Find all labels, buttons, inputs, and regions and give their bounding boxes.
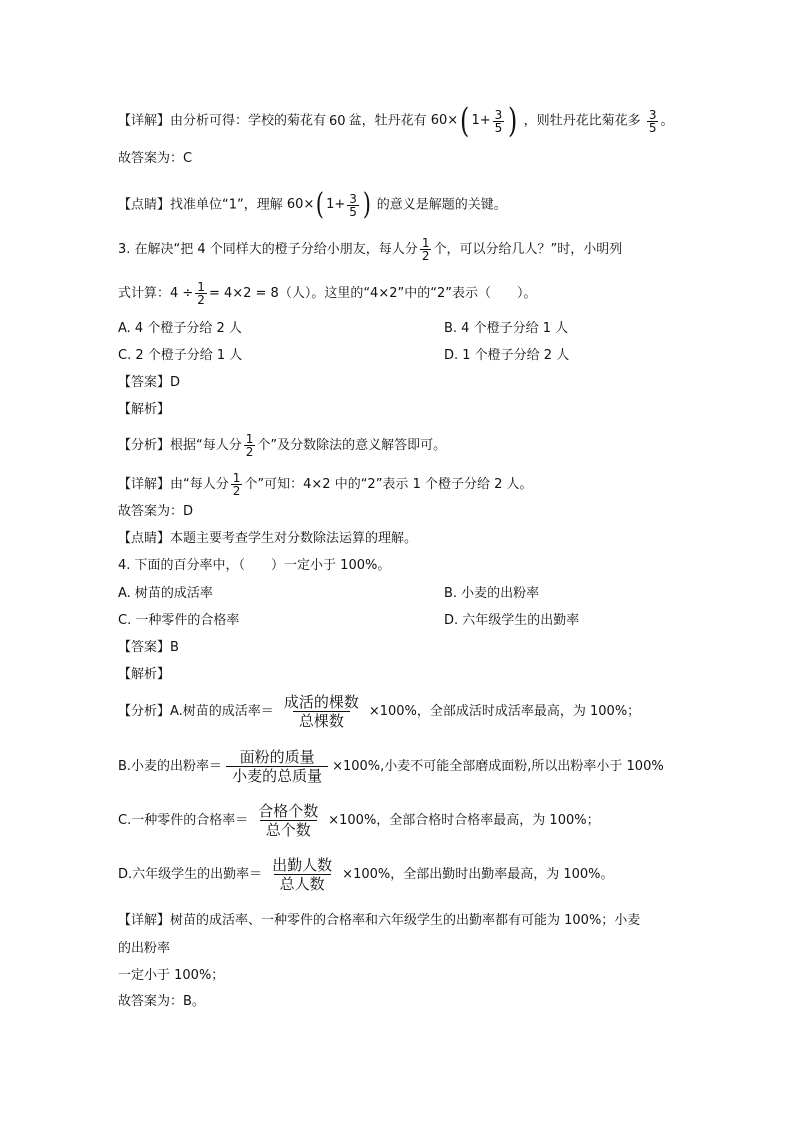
q4-stem: 4. 下面的百分率中，（ ）一定小于 100%。 [118, 558, 391, 573]
q4-option-a: A. 树苗的成活率 [118, 586, 213, 601]
q2-detail-line: 【详解】由分析可得：学校的菊花有 60 盆，牡丹花有 60× ( 1+ $\frac{3}{5}$ ) ，则牡丹花比菊花多 $\frac{3}{5}$ 。 [118, 101, 674, 141]
q4-answer: 故答案为：B。 [118, 994, 205, 1009]
q4-detail-line-1: 【详解】树苗的成活率、一种零件的合格率和六年级学生的出勤率都有可能为 100%；小麦 [118, 913, 641, 928]
q3-stem-line-2: 式计算：4 ÷ $\frac{1}{2}$ = 4×2 = 8（人）。这里的“4×2”中的“2”表示（ ）。 [118, 280, 537, 307]
fraction: $\frac{1}{2}$ [421, 236, 430, 263]
q2-expression: 60× ( 1+ $\frac{3}{5}$ ) [286, 187, 371, 222]
q3-option-c: C. 2 个橙子分给 1 人 [118, 348, 243, 363]
q4-option-d: D. 六年级学生的出勤率 [444, 613, 580, 628]
fraction: $\frac{3}{5}$ [648, 107, 657, 135]
q4-analysis-b: B.小麦的出粉率＝ $\frac{\text{面粉的质量}}{\text{小麦的总质量}}$ ×100%,小麦不可能全部磨成面粉,所以出粉率小于 100% [118, 748, 664, 785]
q3-answer: 故答案为：D [118, 504, 194, 519]
q4-detail-line-2: 的出粉率 [118, 941, 171, 956]
q2-tip-line: 【点睛】找准单位“1”，理解 60× ( 1+ $\frac{3}{5}$ ) 的意义是解题的关键。 [118, 187, 507, 222]
q3-option-a: A. 4 个橙子分给 2 人 [118, 321, 242, 336]
q4-analysis-c: C.一种零件的合格率＝ $\frac{\text{合格个数}}{\text{总个数}}$ ×100%，全部合格时合格率最高，为 100%； [118, 802, 600, 839]
fraction: $\frac{1}{2}$ [245, 432, 254, 459]
q2-expression: 60× ( 1+ $\frac{3}{5}$ ) [430, 101, 518, 141]
fraction: $\frac{3}{5}$ [349, 191, 357, 219]
q3-tip: 【点睛】本题主要考查学生对分数除法运算的理解。 [118, 531, 418, 546]
q3-detail-line: 【详解】由“每人分 $\frac{1}{2}$ 个”可知：4×2 中的“2”表示 1 个橙子分给 2 人。 [118, 471, 533, 498]
q4-analysis-tag: 【解析】 [118, 667, 171, 682]
q4-analysis-a: 【分析】A.树苗的成活率＝ $\frac{\text{成活的棵数}}{\text{总棵数}}$ ×100%，全部成活时成活率最高，为 100%； [118, 693, 641, 730]
q3-analysis-line: 【分析】根据“每人分 $\frac{1}{2}$ 个”及分数除法的意义解答即可。 [118, 432, 447, 459]
fraction: $\frac{\text{出勤人数}}{\text{总人数}}$ [272, 856, 333, 893]
q3-option-d: D. 1 个橙子分给 2 人 [444, 348, 570, 363]
q2-answer: 故答案为：C [118, 151, 193, 166]
fraction: $\frac{1}{2}$ [197, 280, 205, 307]
fraction: $\frac{1}{2}$ [232, 471, 241, 498]
q3-answer-tag: 【答案】D [118, 375, 181, 390]
q4-detail-line-3: 一定小于 100%； [118, 968, 225, 983]
q3-analysis-tag: 【解析】 [118, 402, 171, 417]
q4-option-b: B. 小麦的出粉率 [444, 586, 540, 601]
q4-option-c: C. 一种零件的合格率 [118, 613, 240, 628]
fraction: $\frac{\text{成活的棵数}}{\text{总棵数}}$ [283, 693, 359, 730]
fraction: $\frac{3}{5}$ [494, 107, 503, 135]
q4-answer-tag: 【答案】B [118, 640, 179, 655]
q2-detail-tag: 【详解】 [118, 113, 171, 129]
q3-stem-line-1: 3. 在解决“把 4 个同样大的橙子分给小朋友，每人分 $\frac{1}{2}$ 个，可以分给几人？”时，小明列 [118, 236, 623, 263]
fraction: $\frac{\text{合格个数}}{\text{总个数}}$ [258, 802, 319, 839]
q4-analysis-d: D.六年级学生的出勤率＝ $\frac{\text{出勤人数}}{\text{总人数}}$ ×100%，全部出勤时出勤率最高，为 100%。 [118, 856, 614, 893]
fraction: $\frac{\text{面粉的质量}}{\text{小麦的总质量}}$ [226, 748, 328, 785]
q3-option-b: B. 4 个橙子分给 1 人 [444, 321, 569, 336]
